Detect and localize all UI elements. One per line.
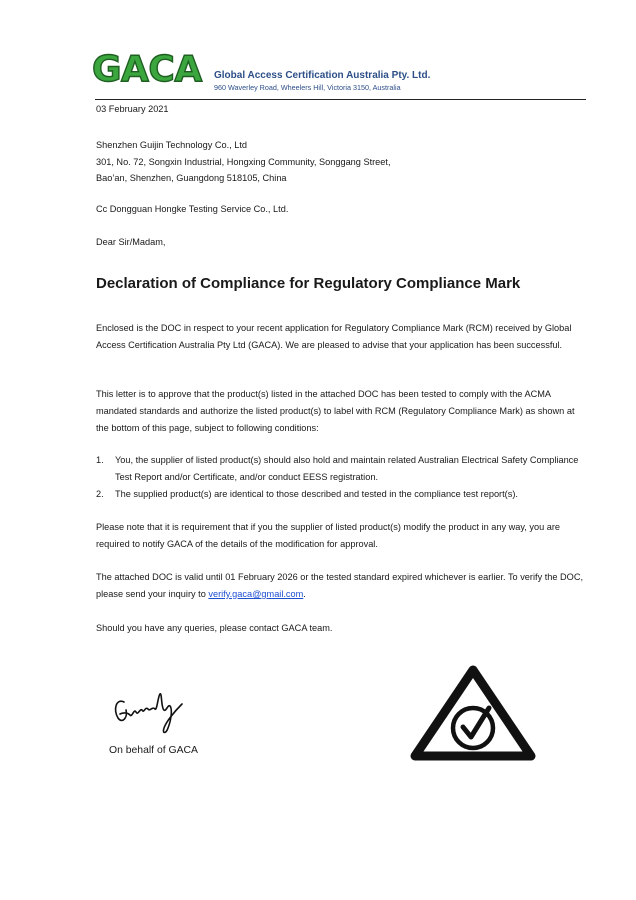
gaca-logo: GACA xyxy=(92,49,202,90)
paragraph-approval: This letter is to approve that the product(s) listed in the attached DOC has been tested to comply with the ACMA mandated standards and authorize the listed product(s) to label with RCM (Regulatory Compliance Mark) as shown at the bottom of this page, subject to following conditions: xyxy=(96,389,575,433)
rcm-mark-icon xyxy=(409,664,537,762)
condition-item xyxy=(96,486,584,503)
company-address: 960 Waverley Road, Wheelers Hill, Victoria 3150, Australia xyxy=(214,83,401,92)
salutation: Dear Sir/Madam, xyxy=(96,237,166,247)
handwritten-signature xyxy=(110,688,190,738)
signoff-text: On behalf of GACA xyxy=(109,745,198,756)
condition-text: You, the supplier of listed product(s) should also hold and maintain related Australian Electrical Safety Compliance Test Report and/or Certificate, and/or conduct EESS registration. xyxy=(115,455,579,482)
letter-date: 03 February 2021 xyxy=(96,104,169,114)
verify-email-link[interactable]: verify.gaca@gmail.com xyxy=(208,588,304,599)
paragraph-modification: Please note that it is requirement that if you the supplier of listed product(s) modify the product in any way, you are required to notify GACA of the details of the modification for approval. xyxy=(96,522,561,549)
recipient-line: 301, No. 72, Songxin Industrial, Hongxing Community, Songgang Street, xyxy=(96,156,391,167)
company-name: Global Access Certification Australia Pty. Ltd. xyxy=(214,70,431,81)
letter-title: Declaration of Compliance for Regulatory Compliance Mark xyxy=(96,275,521,292)
recipient-address xyxy=(96,137,391,187)
cc-line: Cc Dongguan Hongke Testing Service Co., Ltd. xyxy=(96,204,289,214)
condition-item xyxy=(96,452,584,486)
recipient-line: Bao’an, Shenzhen, Guangdong 518105, China xyxy=(96,173,287,183)
condition-text: The supplied product(s) are identical to those described and tested in the compliance test report(s). xyxy=(115,489,518,499)
paragraph-application: Enclosed is the DOC in respect to your recent application for Regulatory Compliance Mark (RCM) received by Global Access Certification Australia Pty Ltd (GACA). We are pleased to advise that your application has been successful. xyxy=(96,323,572,350)
validity-text: The attached DOC is valid until 01 February 2026 or the tested standard expired whichever is earlier. To verify the DOC, please send your inquiry to xyxy=(96,572,584,599)
condition-number: 2. xyxy=(96,489,104,499)
condition-number: 1. xyxy=(96,455,104,465)
paragraph-queries: Should you have any queries, please contact GACA team. xyxy=(96,623,333,633)
validity-end: . xyxy=(303,588,306,599)
header-divider xyxy=(95,99,586,100)
paragraph-validity xyxy=(96,569,584,603)
recipient-line: Shenzhen Guijin Technology Co., Ltd xyxy=(96,140,248,150)
